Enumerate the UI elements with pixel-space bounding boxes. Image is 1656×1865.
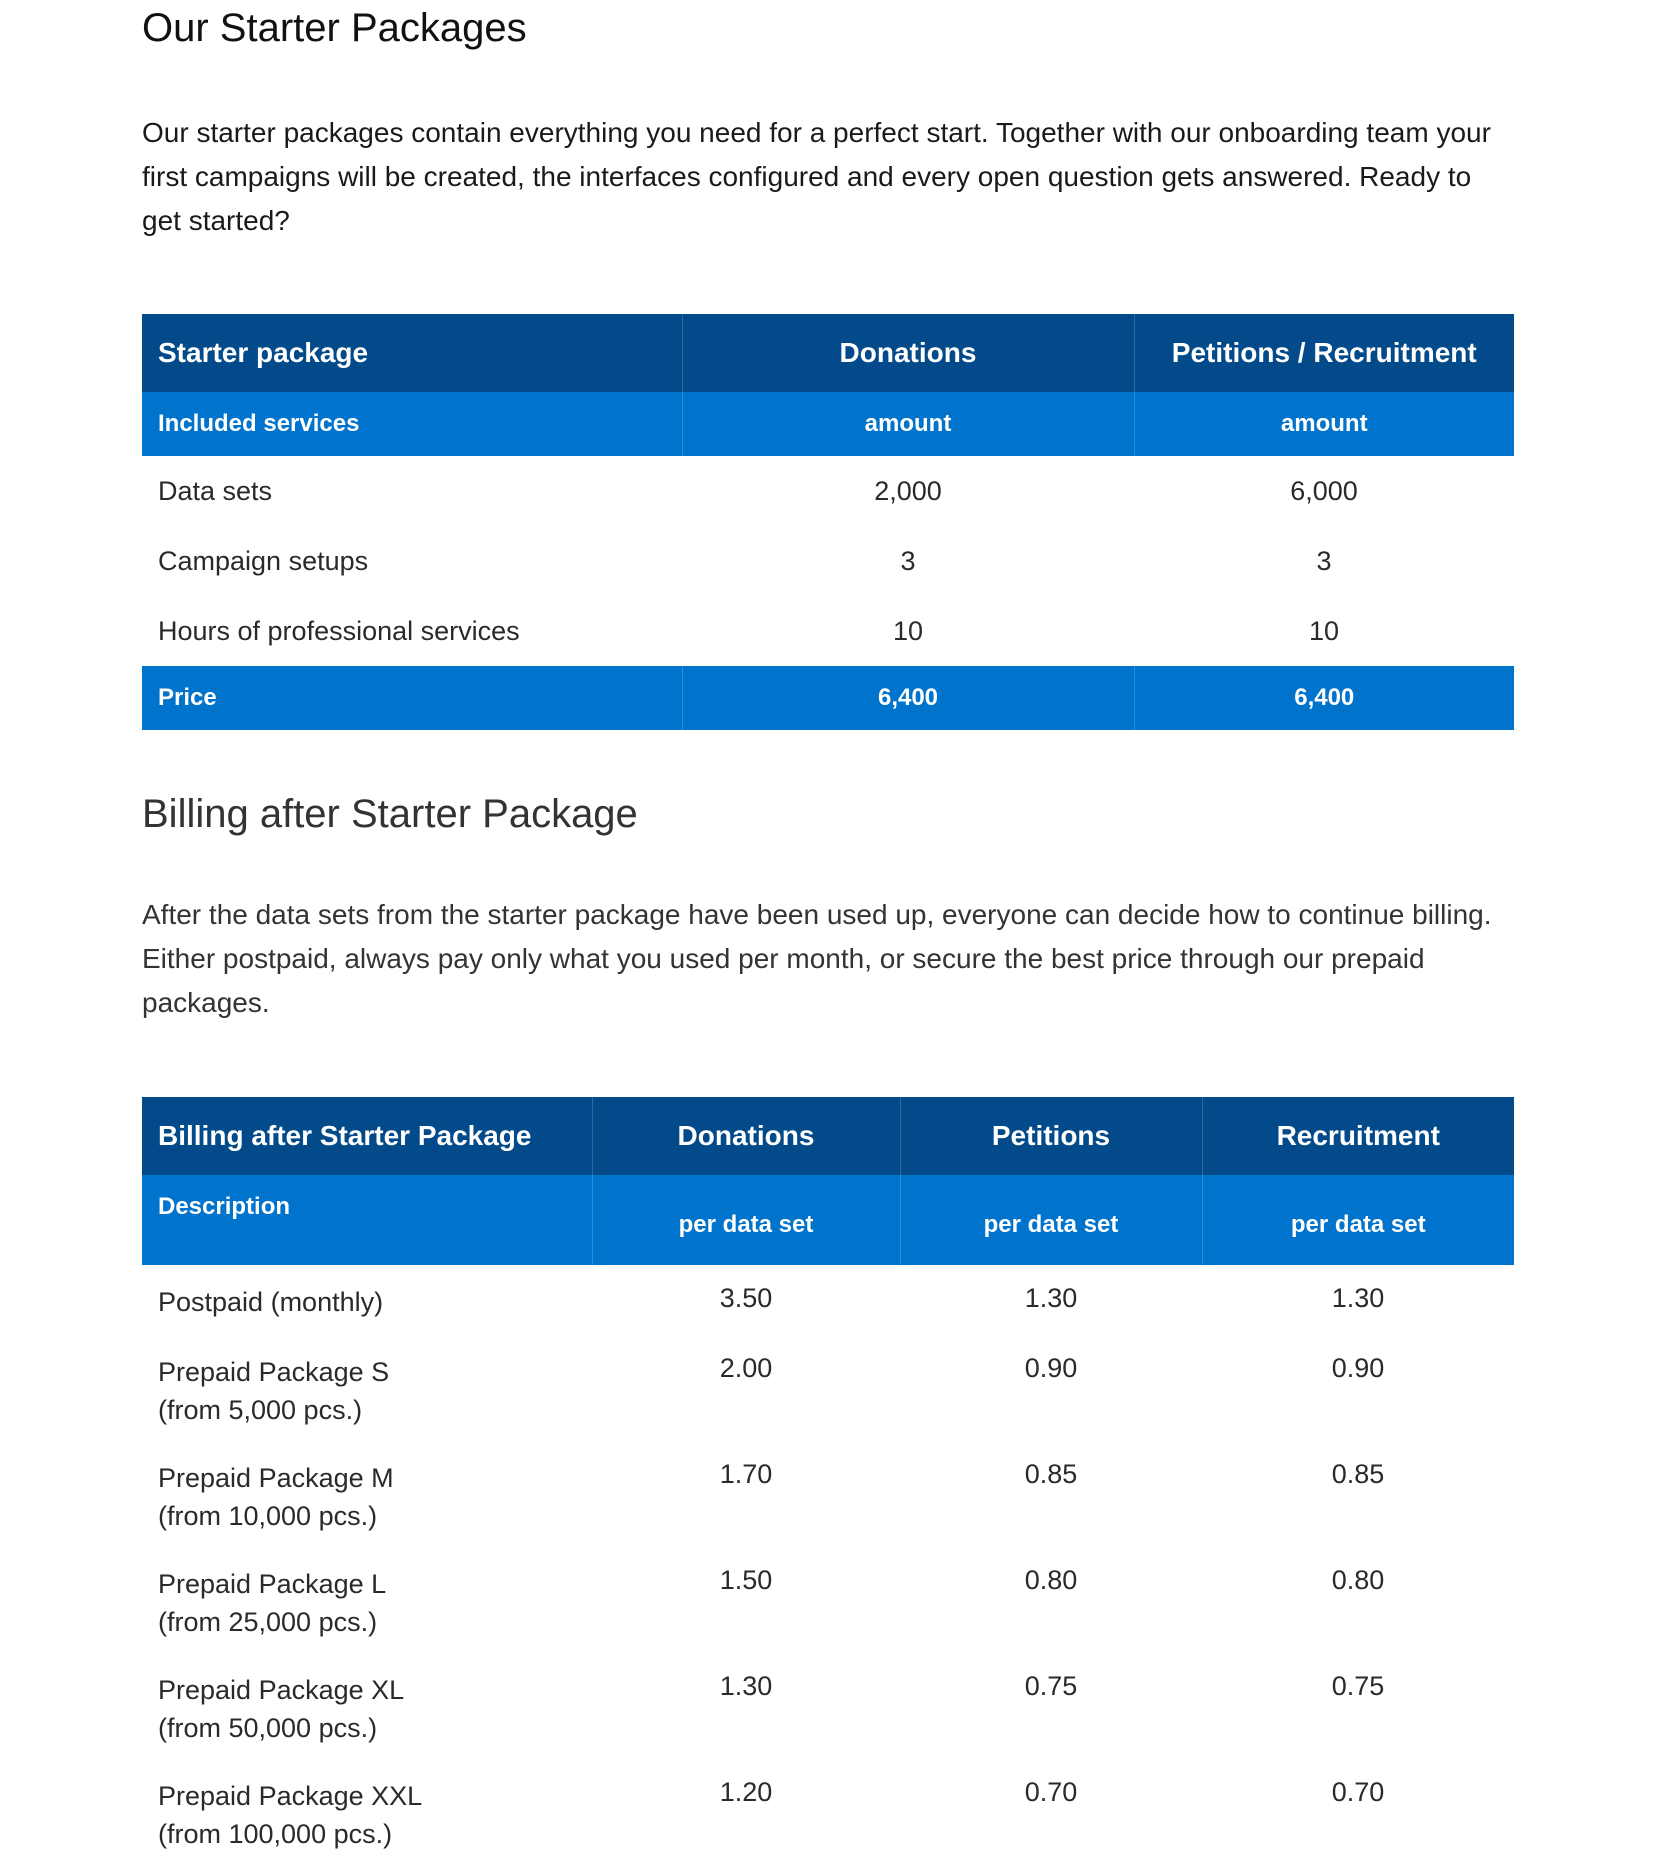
billing-intro: After the data sets from the starter package have been used up, everyone can decide how to continue billing. Either postpaid, always pay only what you used per month, or secure the best price through our prepaid packages. — [142, 899, 1492, 1018]
subheader-description: Description — [142, 1175, 592, 1265]
header-petitions: Petitions — [900, 1097, 1202, 1175]
row-title: Prepaid Package S — [158, 1357, 390, 1387]
header-donations: Donations — [592, 1097, 900, 1175]
petitions-value: 10 — [1308, 615, 1340, 646]
row-subtitle: (from 50,000 pcs.) — [158, 1713, 378, 1743]
donations-value: 3 — [900, 545, 916, 576]
header-billing: Billing after Starter Package — [142, 1097, 592, 1175]
donations-value: 3.50 — [719, 1283, 773, 1313]
header-petitions-recruitment: Petitions / Recruitment — [1134, 314, 1514, 392]
petitions-value: 1.30 — [1024, 1283, 1078, 1313]
subheader-included-services: Included services — [142, 392, 682, 456]
row-description — [142, 1653, 592, 1759]
table-header-row — [142, 314, 1514, 392]
donations-value: 1.30 — [719, 1671, 773, 1701]
table-row — [142, 1335, 1514, 1441]
row-description — [142, 1335, 592, 1441]
header-recruitment: Recruitment — [1202, 1097, 1514, 1175]
row-title: Prepaid Package M — [158, 1463, 394, 1493]
table-row — [142, 1265, 1514, 1335]
row-subtitle: (from 10,000 pcs.) — [158, 1501, 378, 1531]
donations-value: 1.50 — [719, 1565, 773, 1595]
price-donations: 6,400 — [682, 666, 1134, 730]
recruitment-value: 0.85 — [1331, 1459, 1385, 1489]
price-row — [142, 666, 1514, 730]
recruitment-value: 0.80 — [1331, 1565, 1385, 1595]
table-row — [142, 1759, 1514, 1865]
price-label: Price — [142, 666, 682, 730]
row-subtitle: (from 25,000 pcs.) — [158, 1607, 378, 1637]
table-row — [142, 1441, 1514, 1547]
petitions-value: 3 — [1316, 545, 1332, 576]
recruitment-value: 0.75 — [1331, 1671, 1385, 1701]
petitions-value: 0.85 — [1024, 1459, 1078, 1489]
subheader-per-data-set: per data set — [1202, 1175, 1514, 1265]
header-starter-package: Starter package — [142, 314, 682, 392]
table-row — [142, 456, 1514, 526]
petitions-value: 0.75 — [1024, 1671, 1078, 1701]
header-donations: Donations — [682, 314, 1134, 392]
petitions-value: 0.90 — [1024, 1353, 1078, 1383]
table-row — [142, 526, 1514, 596]
table-row — [142, 1653, 1514, 1759]
row-description — [142, 1441, 592, 1547]
row-description — [142, 1547, 592, 1653]
row-title: Prepaid Package L — [158, 1569, 387, 1599]
donations-value: 2,000 — [874, 475, 942, 506]
table-subheader-row — [142, 392, 1514, 456]
row-subtitle: (from 5,000 pcs.) — [158, 1395, 363, 1425]
starter-packages-intro: Our starter packages contain everything you need for a perfect start. Together with our onboarding team your first campaigns will be created, the interfaces configured and every open question gets answered. Ready to get started? — [142, 117, 1491, 236]
subheader-per-data-set: per data set — [592, 1175, 900, 1265]
billing-table — [142, 1097, 1514, 1865]
subheader-amount: amount — [1134, 392, 1514, 456]
row-label: Data sets — [158, 475, 273, 506]
recruitment-value: 0.70 — [1331, 1777, 1385, 1807]
donations-value: 10 — [892, 615, 924, 646]
donations-value: 1.70 — [719, 1459, 773, 1489]
row-description — [142, 1759, 592, 1865]
row-description — [142, 1265, 592, 1335]
table-subheader-row — [142, 1175, 1514, 1265]
petitions-value: 0.80 — [1024, 1565, 1078, 1595]
subheader-amount: amount — [682, 392, 1134, 456]
petitions-value: 0.70 — [1024, 1777, 1078, 1807]
table-row — [142, 596, 1514, 666]
row-title: Postpaid (monthly) — [158, 1287, 384, 1317]
starter-package-table — [142, 314, 1514, 730]
billing-title: Billing after Starter Package — [142, 792, 638, 836]
row-title: Prepaid Package XXL — [158, 1781, 423, 1811]
row-subtitle: (from 100,000 pcs.) — [158, 1819, 393, 1849]
table-header-row — [142, 1097, 1514, 1175]
recruitment-value: 0.90 — [1331, 1353, 1385, 1383]
row-label: Hours of professional services — [158, 615, 520, 646]
row-title: Prepaid Package XL — [158, 1675, 405, 1705]
starter-packages-title: Our Starter Packages — [142, 6, 527, 50]
donations-value: 1.20 — [719, 1777, 773, 1807]
table-row — [142, 1547, 1514, 1653]
subheader-per-data-set: per data set — [900, 1175, 1202, 1265]
petitions-value: 6,000 — [1290, 475, 1358, 506]
recruitment-value: 1.30 — [1331, 1283, 1385, 1313]
row-label: Campaign setups — [158, 545, 369, 576]
price-petitions: 6,400 — [1134, 666, 1514, 730]
donations-value: 2.00 — [719, 1353, 773, 1383]
